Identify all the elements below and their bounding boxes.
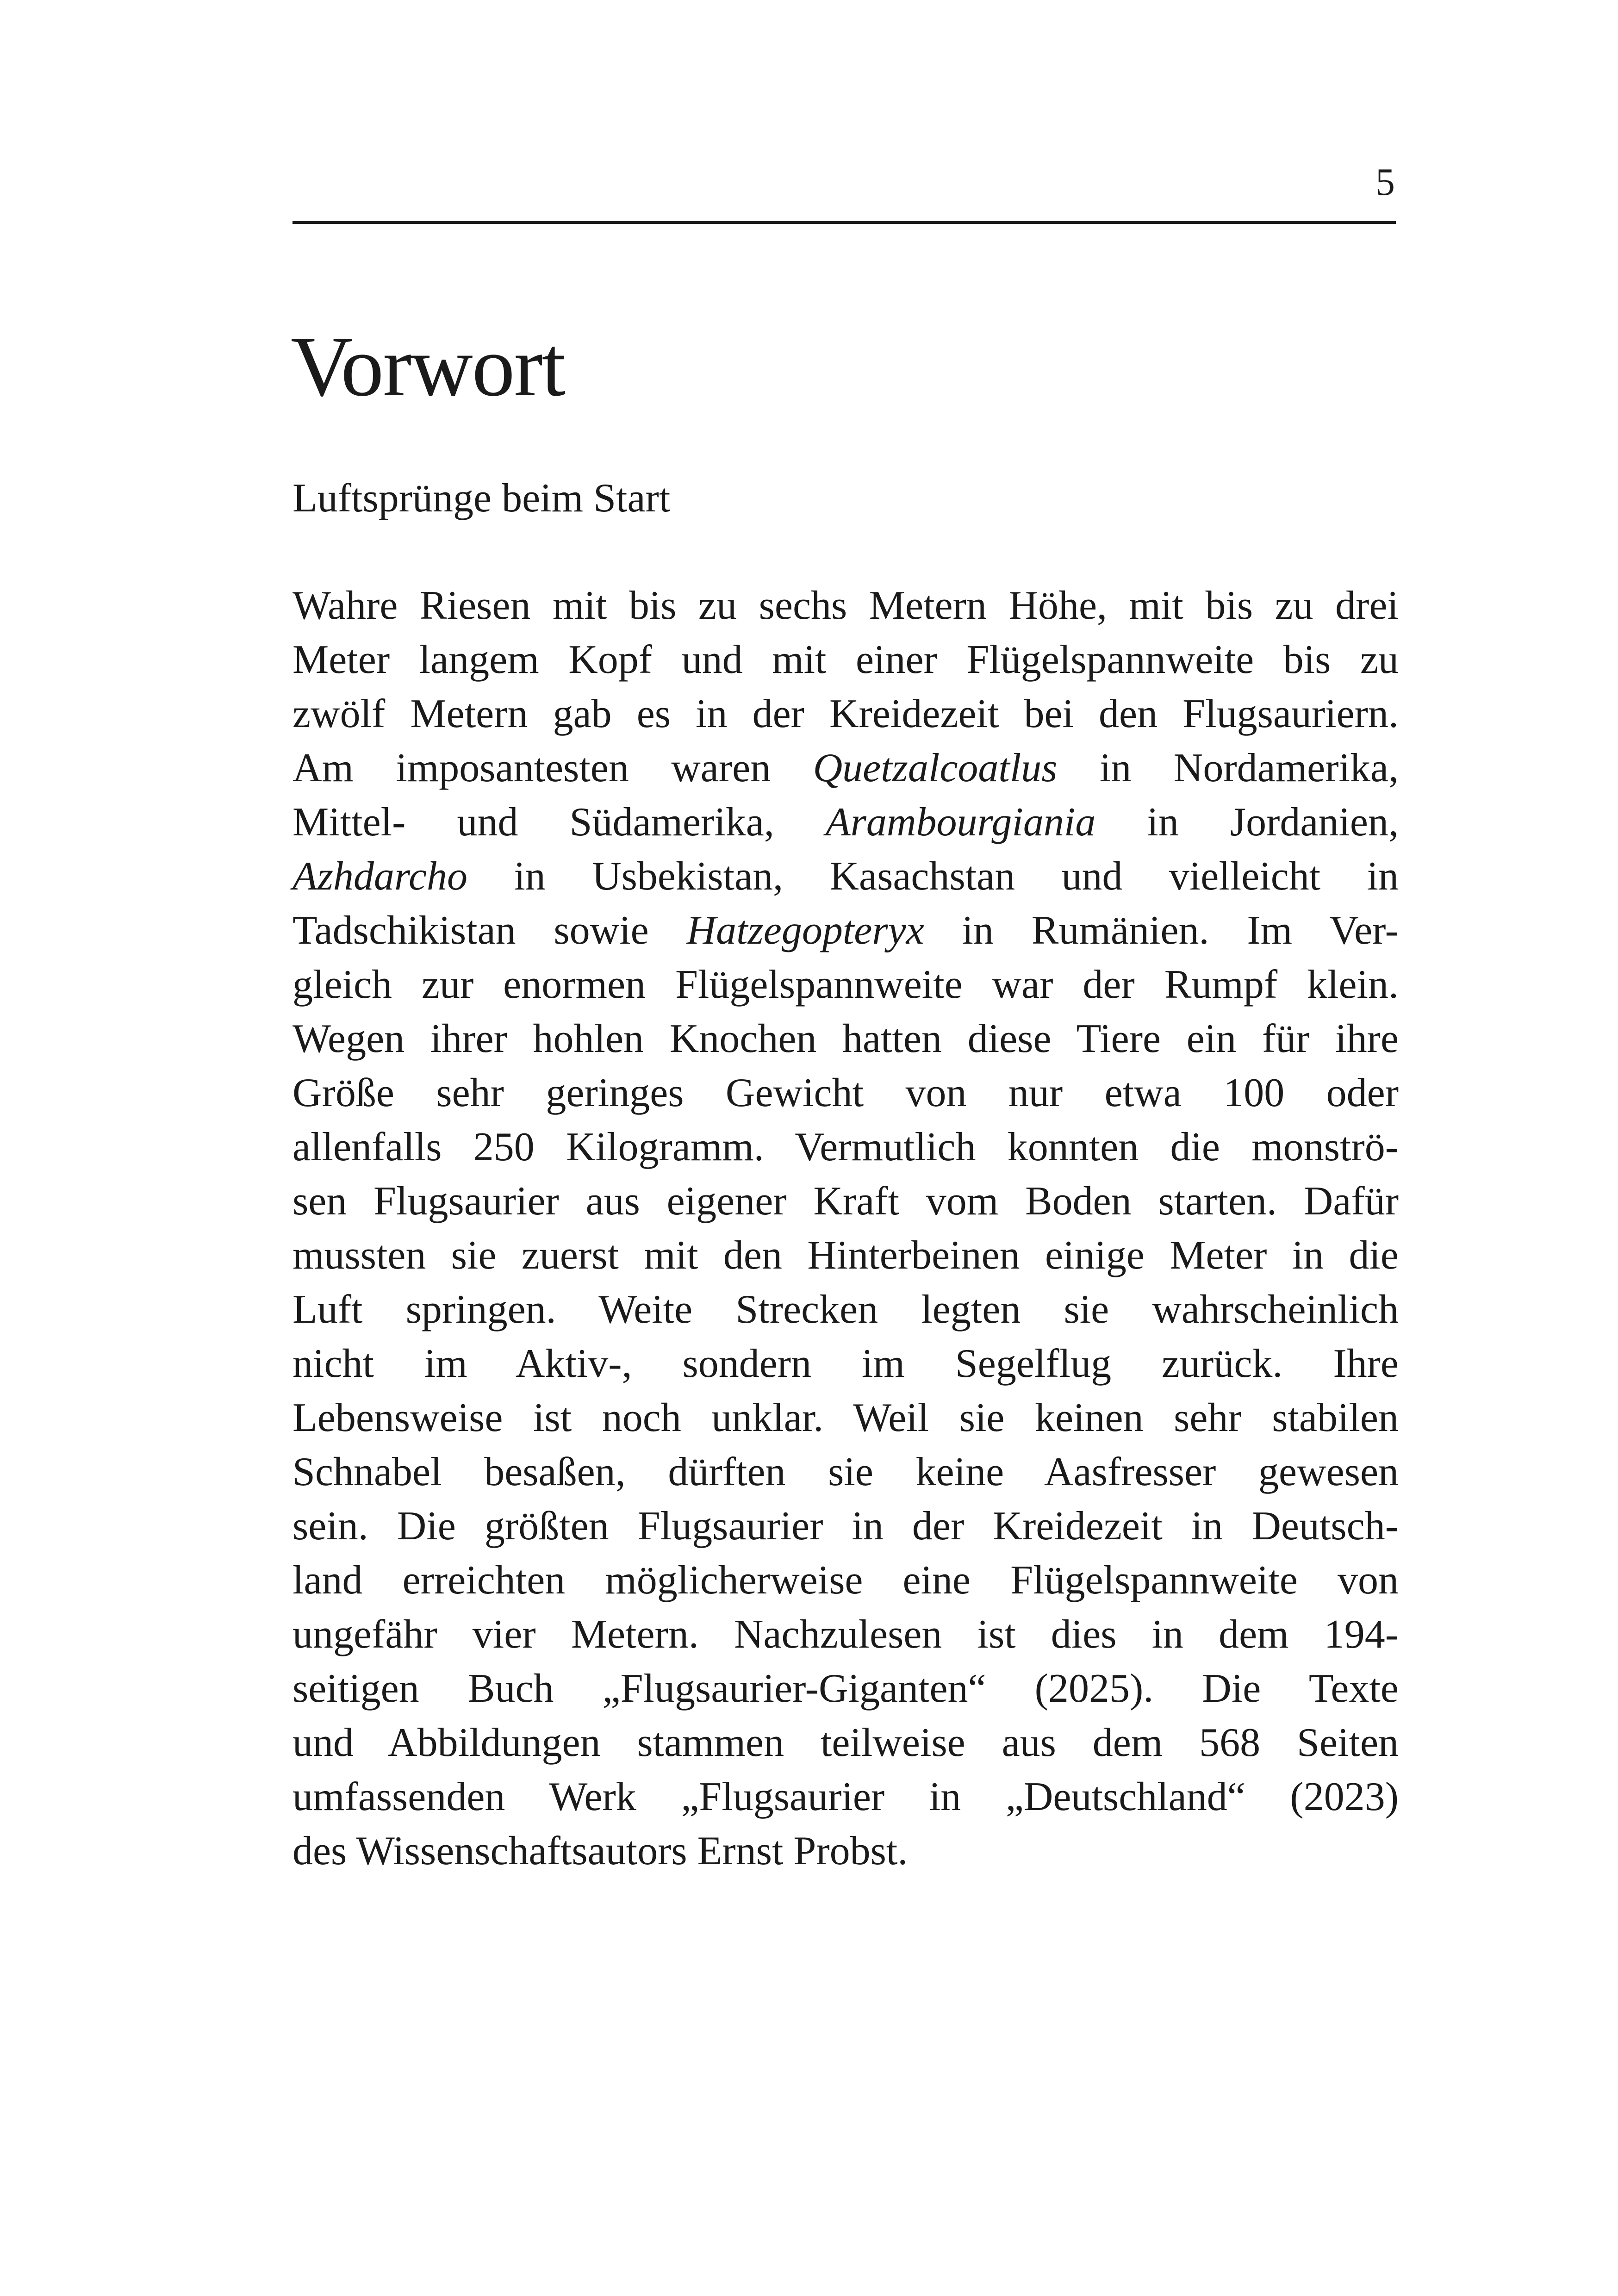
text-segment: in Jordanien, <box>1095 800 1399 845</box>
text-segment: gleich zur enormen Flügelspannweite war der Rumpf klein. <box>292 962 1399 1007</box>
text-segment: Luft springen. Weite Strecken legten sie wahrscheinlich <box>292 1287 1399 1332</box>
text-line <box>292 1012 1399 1066</box>
text-segment: zwölf Metern gab es in der Kreidezeit bei den Flugsauriern. <box>292 691 1399 736</box>
text-segment: Tadschikistan sowie <box>292 908 687 953</box>
text-segment: mussten sie zuerst mit den Hinterbeinen einige Meter in die <box>292 1233 1399 1278</box>
text-segment: umfassenden Werk „Flugsaurier in „Deutschland“ (2023) <box>292 1774 1399 1819</box>
text-line <box>292 633 1399 687</box>
text-line <box>292 741 1399 795</box>
text-line <box>292 1228 1399 1282</box>
text-line <box>292 1066 1399 1120</box>
taxon-name: Quetzalcoatlus <box>813 746 1058 790</box>
text-line <box>292 1282 1399 1337</box>
text-segment: und Abbildungen stammen teilweise aus dem 568 Seiten <box>292 1720 1399 1765</box>
text-segment: Mittel- und Südamerika, <box>292 800 826 845</box>
text-segment: Wahre Riesen mit bis zu sechs Metern Höhe, mit bis zu drei <box>292 583 1399 628</box>
text-segment: in Rumänien. Im Ver- <box>924 908 1399 953</box>
header-rule <box>292 221 1396 224</box>
text-line <box>292 795 1399 849</box>
text-segment: Schnabel besaßen, dürften sie keine Aasfresser gewesen <box>292 1450 1399 1494</box>
text-line <box>292 1661 1399 1716</box>
text-line <box>292 579 1399 633</box>
text-segment: sen Flugsaurier aus eigener Kraft vom Boden starten. Dafür <box>292 1179 1399 1224</box>
taxon-name: Hatzegopteryx <box>686 908 924 953</box>
text-line <box>292 687 1399 741</box>
text-line <box>292 1607 1399 1661</box>
text-segment: ungefähr vier Metern. Nachzulesen ist dies in dem 194- <box>292 1612 1399 1657</box>
taxon-name: Arambourgiania <box>825 800 1096 845</box>
text-line <box>292 1824 1399 1878</box>
text-line <box>292 1716 1399 1770</box>
text-line <box>292 1499 1399 1553</box>
text-line <box>292 849 1399 903</box>
text-line <box>292 958 1399 1012</box>
text-line <box>292 1391 1399 1445</box>
text-line <box>292 1337 1399 1391</box>
text-segment: in Usbekistan, Kasachstan und vielleicht in <box>467 854 1399 899</box>
text-segment: sein. Die größten Flugsaurier in der Kreidezeit in Deutsch- <box>292 1504 1399 1549</box>
text-line <box>292 1770 1399 1824</box>
text-segment: Am imposantesten waren <box>292 746 813 790</box>
text-segment: in Nordamerika, <box>1057 746 1399 790</box>
chapter-subtitle: Luftsprünge beim Start <box>292 476 671 521</box>
text-segment: Wegen ihrer hohlen Knochen hatten diese Tiere ein für ihre <box>292 1016 1399 1061</box>
text-line <box>292 1120 1399 1174</box>
text-segment: Größe sehr geringes Gewicht von nur etwa 100 oder <box>292 1070 1399 1115</box>
text-line <box>292 903 1399 958</box>
text-line <box>292 1553 1399 1607</box>
text-segment: des Wissenschaftsautors Ernst Probst. <box>292 1829 908 1873</box>
text-segment: nicht im Aktiv-, sondern im Segelflug zurück. Ihre <box>292 1341 1399 1386</box>
text-segment: seitigen Buch „Flugsaurier-Giganten“ (2025). Die Texte <box>292 1666 1399 1711</box>
body-paragraph <box>292 579 1399 1878</box>
text-segment: land erreichten möglicherweise eine Flügelspannweite von <box>292 1558 1399 1603</box>
text-segment: allenfalls 250 Kilogramm. Vermutlich konnten die monströ- <box>292 1125 1399 1170</box>
chapter-title: Vorwort <box>291 319 565 414</box>
text-segment: Meter langem Kopf und mit einer Flügelspannweite bis zu <box>292 637 1399 682</box>
text-line <box>292 1445 1399 1499</box>
text-line <box>292 1174 1399 1228</box>
taxon-name: Azhdarcho <box>292 854 468 899</box>
text-segment: Lebensweise ist noch unklar. Weil sie keinen sehr stabilen <box>292 1395 1399 1440</box>
page-number: 5 <box>1375 161 1395 204</box>
